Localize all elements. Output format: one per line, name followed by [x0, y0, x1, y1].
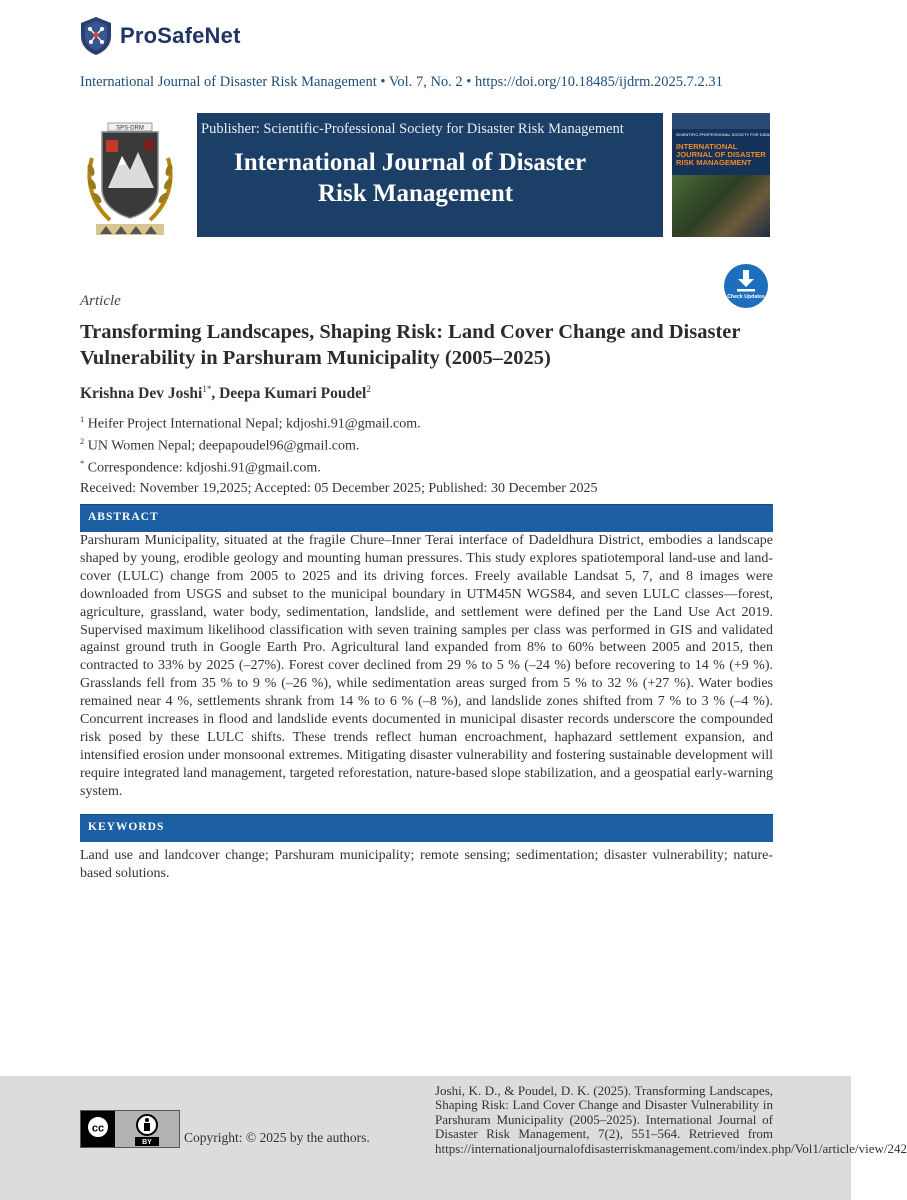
cover-photo: [672, 175, 770, 237]
affiliation-1: $^1$ Heifer Project International Nepal; kdjoshi.91@gmail.com.: [80, 414, 421, 432]
copyright-notice: Copyright: © 2025 by the authors.: [184, 1130, 370, 1145]
abstract-heading-bar: [80, 504, 773, 532]
author-superscript: 2: [366, 384, 371, 394]
author-name: Krishna Dev Joshi: [80, 385, 203, 403]
journal-citation-line[interactable]: International Journal of Disaster Risk Management • Vol. 7, No. 2 • https://doi.org/10.18485/ijdrm.2025.7.2.31: [80, 74, 723, 90]
brand-name: ProSafeNet: [120, 23, 241, 48]
cover-society-line: SCIENTIFIC-PROFESSIONAL SOCIETY FOR DISASTER RISK MANAGEMENT: [676, 132, 821, 137]
journal-cover-image: [672, 113, 821, 237]
svg-text:cc: cc: [91, 1122, 105, 1135]
cc-by-license-badge[interactable]: [80, 1110, 180, 1148]
society-emblem-icon: [82, 118, 178, 238]
keywords-text: Land use and landcover change; Parshuram municipality; remote sensing; sedimentation; disaster vulnerability; nature-based solutions.: [80, 848, 773, 881]
creative-commons-icon: [81, 1111, 115, 1147]
affiliation-2: $^2$ UN Women Nepal; deepapoudel96@gmail.com.: [80, 436, 360, 454]
journal-title: International Journal of Disaster Risk Management: [234, 149, 587, 207]
paper-title: Transforming Landscapes, Shaping Risk: Land Cover Change and Disaster Vulnerability in Parshuram Municipality (2005–2025): [80, 321, 741, 369]
article-type-label: Article: [80, 293, 121, 309]
publication-dates: Received: November 19,2025; Accepted: 05 December 2025; Published: 30 December 2025: [80, 481, 598, 496]
download-icon: [724, 264, 768, 294]
keywords-heading-bar: [80, 814, 773, 842]
publisher-line: Publisher: Scientific-Professional Society for Disaster Risk Management: [201, 121, 624, 137]
author-name: Deepa Kumari Poudel: [219, 385, 367, 403]
network-shield-icon: [80, 16, 112, 56]
author-superscript: 1*: [202, 384, 212, 394]
keywords-heading: KEYWORDS: [88, 821, 165, 833]
journal-banner: [197, 113, 663, 237]
emblem-label: SPS-DRM: [116, 125, 144, 132]
svg-text:BY: BY: [142, 1139, 152, 1146]
check-updates-label: Check Updates: [727, 294, 765, 300]
citation-text: Joshi, K. D., & Poudel, D. K. (2025). Transforming Landscapes, Shaping Risk: Land Cover Change and Disaster Vulnerability in Parshuram Municipality (2005–2025). International Journal of Disaster Risk Management, 7(2), 551–564. Retrieved from https://internationaljournalofdisasterriskmanagement.com/index.php/Vol1/article/view/242: [435, 1083, 907, 1156]
abstract-heading: ABSTRACT: [88, 511, 159, 523]
attribution-person-icon: [115, 1111, 179, 1147]
correspondence: * Correspondence: kdjoshi.91@gmail.com.: [80, 458, 321, 476]
brand-logo[interactable]: [80, 14, 241, 58]
abstract-text: Parshuram Municipality, situated at the fragile Chure–Inner Terai interface of Dadeldhura District, embodies a landscape shaped by young, erodible geology and mounting human pressures. This study explores spatiotemporal land-use and land-cover (LULC) change from 2005 to 2025 and its driving forces. Freely available Landsat 5, 7, and 8 images were downloaded from USGS and subset to the municipal boundary in UTM45N WGS84, and seven LULC classes—forest, agriculture, grassland, water body, sedimentation, landslide, and settlement were defined per the Land Use Act 2019. Supervised maximum likelihood classification with seven training samples per class was performed in GIS and validated against ground truth in Google Earth Pro. Agricultural land expanded from 8% to 60% between 2005 and 2015, then contracted to 33% by 2025 (–27%). Forest cover declined from 29 % to 5 % (–24 %) before recovering to 14 % (+9 %). Grasslands fell from 35 % to 9 % (–26 %), while sedimentation areas surged from 5 % to 32 % (+27 %). Water bodies remained near 4 %, settlements shrank from 14 % to 6 % (–8 %), and landslide zones shifted from 7 % to 3 % (–4 %). Concurrent increases in flood and landslide events documented in municipal disaster records underscore the compounded risk posed by these LULC shifts. These trends reflect human encroachment, haphazard settlement expansion, and intensified erosion under monsoonal extremes. Mitigating disaster vulnerability and fostering sustainable development will require integrated land management, targeted reforestation, nature-based slope stabilization, and a geospatial early-warning system.: [80, 533, 773, 799]
check-updates-button[interactable]: [724, 264, 768, 308]
author-list: Krishna Dev Joshi$^{1*}$, Deepa Kumari Poudel$^2$: [80, 384, 371, 403]
cover-title: INTERNATIONAL JOURNAL OF DISASTER RISK MANAGEMENT: [676, 142, 766, 167]
